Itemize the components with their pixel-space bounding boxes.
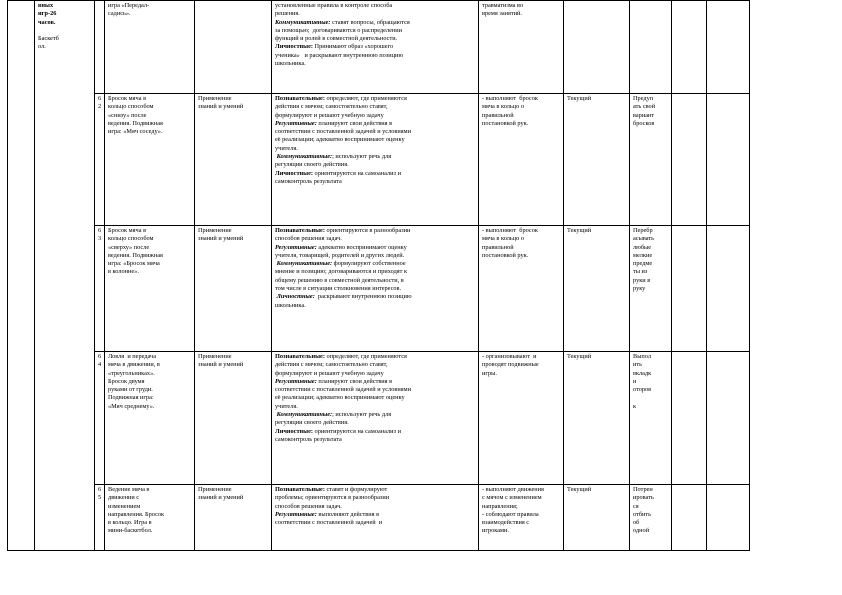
uud-text: соответствии с поставленной задачей и [275, 519, 383, 527]
lesson-activity [479, 352, 564, 485]
text-line: Баскетб [38, 34, 59, 42]
text-line: предме [633, 260, 653, 268]
uud-line [275, 136, 476, 144]
uud-line [275, 27, 476, 35]
uud-line [275, 394, 476, 402]
uud-line [275, 268, 476, 276]
uud-text: общему решению в совместной деятельности, в [275, 276, 404, 284]
text-line: «Мяч среднему». [108, 402, 155, 410]
uud-text: ученика» и раскрывают внутреннюю позицию [275, 51, 404, 59]
uud-line [275, 386, 476, 394]
uud-text: ; используют речь для [332, 153, 392, 161]
lesson-control [564, 1, 630, 94]
text-line: знаний и умений [198, 235, 244, 243]
text-line: 2 [98, 103, 102, 111]
lesson-control [564, 485, 630, 551]
lesson-activity [479, 226, 564, 352]
text-line: Применение [198, 486, 232, 493]
uud-line [275, 419, 476, 427]
text-line: мяча в движении, в [108, 361, 160, 369]
text-line: ить [633, 361, 642, 369]
text-line: мяча в кольцо о [482, 103, 525, 111]
margin-cell [8, 1, 35, 551]
uud-category: Познавательные: [275, 227, 325, 234]
text-line: - выполняют бросок [482, 95, 538, 102]
lesson-homework [630, 94, 672, 226]
lesson-homework [630, 485, 672, 551]
text-line: Ловля и передача [108, 353, 157, 360]
text-line: ты из [633, 268, 648, 276]
uud-category: Личностные: [275, 169, 313, 177]
lesson-uud [272, 226, 479, 352]
uud-line [275, 361, 476, 369]
uud-category: Коммуникативные: [275, 18, 331, 26]
uud-category: Регулятивные: [275, 377, 317, 385]
uud-text: формулируют и решают учебную задачу [275, 369, 384, 377]
uud-category: Познавательные: [275, 486, 325, 493]
uud-text: школьника. [275, 301, 306, 309]
text-line: часов. [38, 18, 56, 26]
uud-text: школьника. [275, 60, 306, 68]
text-line: любые [633, 243, 652, 251]
uud-text: установленные правила в контроле способа [275, 2, 393, 9]
text-line: руки в [633, 276, 651, 284]
text-line: взаимодействия с [482, 519, 530, 527]
uud-text: за помощью; договариваются о распределении [275, 26, 402, 34]
lesson-type [195, 485, 272, 551]
text-line: Применение [198, 353, 232, 360]
text-line: направления; [482, 502, 518, 510]
section-cell [35, 1, 95, 551]
text-line: ся [633, 502, 639, 510]
text-line: в кольцо. Игра в [108, 519, 152, 527]
text-line: вных [38, 2, 54, 9]
lesson-extra-2 [707, 1, 750, 94]
uud-text: Принимают образ «хорошего [312, 43, 394, 51]
text-line: Текущий [567, 353, 592, 360]
uud-text: регуляции своего действия. [275, 161, 349, 169]
uud-line [275, 511, 476, 519]
uud-line [275, 293, 476, 301]
text-line: Ведение мяча в [108, 486, 150, 493]
lesson-extra-1 [672, 226, 707, 352]
lesson-extra-2 [707, 352, 750, 485]
lesson-plan-table [7, 0, 750, 551]
uud-line [275, 161, 476, 169]
text-line: игроками. [482, 527, 509, 535]
uud-text: регуляции своего действия. [275, 419, 349, 427]
table-row [8, 352, 750, 485]
text-line: одной [633, 527, 650, 535]
uud-text: учителя. [275, 144, 298, 152]
uud-category: Личностные: [275, 43, 313, 51]
text-line: Бросок мяча в [108, 95, 147, 102]
lesson-type [195, 226, 272, 352]
text-line: Потрен [633, 486, 653, 493]
text-line: «сверху» после [108, 243, 150, 251]
table-row [8, 94, 750, 226]
table-row [8, 1, 750, 94]
uud-category: Регулятивные: [275, 119, 317, 127]
uud-line [275, 35, 476, 43]
text-line: ол. [38, 43, 46, 51]
uud-line [275, 302, 476, 310]
uud-text: формулируют и решают учебную задачу [275, 111, 384, 119]
text-line: - организовывают и [482, 353, 537, 360]
text-line: мелкие [633, 251, 653, 259]
text-line: время занятий. [482, 10, 522, 18]
text-line: игры. [482, 369, 497, 377]
uud-category: Познавательные: [275, 95, 325, 102]
lesson-uud [272, 352, 479, 485]
uud-text: учителя. [275, 402, 298, 410]
text-line: постановкой рук. [482, 251, 529, 259]
uud-text: мнение и позицию; договариваются и приходят к [275, 268, 408, 276]
lesson-number [95, 226, 105, 352]
text-line: игра: «Мяч соседу». [108, 128, 163, 136]
text-line: асывать [633, 235, 654, 243]
uud-text: определяют, где применяются [324, 353, 407, 360]
uud-line [275, 52, 476, 60]
uud-line [275, 403, 476, 411]
lesson-control [564, 94, 630, 226]
uud-text: её реализации; адекватно воспринимают оценку [275, 136, 405, 144]
text-line: «треугольниках». [108, 369, 155, 377]
lesson-number [95, 352, 105, 485]
text-line: Применение [198, 227, 232, 234]
text-line: с мячом с изменением [482, 494, 542, 502]
text-line: 6 [98, 353, 102, 360]
text-line: в колонне». [108, 268, 139, 276]
table-row [8, 226, 750, 352]
uud-line [275, 95, 476, 103]
lesson-number [95, 94, 105, 226]
lesson-type [195, 352, 272, 485]
text-line: оторов [633, 386, 652, 394]
lesson-type [195, 94, 272, 226]
text-line: «снизу» после [108, 111, 147, 119]
uud-category: Коммуникативные: [275, 411, 333, 419]
lesson-task [105, 485, 195, 551]
uud-text: ориентируются в разнообразии [324, 227, 411, 234]
text-line: 4 [98, 361, 102, 369]
uud-line [275, 10, 476, 18]
uud-line [275, 112, 476, 120]
text-line: - выполняют движения [482, 486, 544, 493]
uud-text: действия с мячом; самостоятельно ставят, [275, 361, 388, 369]
text-line: - выполняют бросок [482, 227, 538, 234]
text-line: Выпол [633, 353, 652, 360]
uud-line [275, 2, 476, 10]
text-line: знаний и умений [198, 103, 244, 111]
uud-line [275, 411, 476, 419]
text-line: игр-26 [38, 10, 57, 18]
lesson-task [105, 352, 195, 485]
text-line: 5 [98, 494, 102, 502]
text-line: об [633, 519, 640, 527]
uud-text: ставят и формулируют [324, 486, 388, 493]
uud-line [275, 486, 476, 494]
text-line: 6 [98, 486, 102, 493]
uud-category: Личностные: [275, 427, 313, 435]
lesson-uud [272, 94, 479, 226]
lesson-control [564, 226, 630, 352]
text-line: ведения. Подвижная [108, 251, 163, 259]
uud-text: определяют, где применяются [324, 95, 407, 102]
text-line: ведения. Подвижная [108, 119, 163, 127]
uud-line [275, 227, 476, 235]
text-line: кольцо способом [108, 235, 154, 243]
uud-line [275, 260, 476, 268]
text-line: руку [633, 285, 646, 293]
lesson-extra-2 [707, 226, 750, 352]
text-line: и [633, 377, 637, 385]
text-line: травматизма во [482, 2, 524, 9]
uud-line [275, 178, 476, 186]
uud-text: ставят вопросы, обращаются [330, 18, 410, 26]
text-line: Перебр [633, 227, 653, 234]
uud-text: адекватно воспринимают оценку [316, 243, 407, 251]
text-line: вариант [633, 111, 655, 119]
lesson-task [105, 1, 195, 94]
uud-text: самоконтроль результата [275, 435, 342, 443]
uud-text: планируют свои действия в [316, 377, 393, 385]
uud-category: Регулятивные: [275, 243, 317, 251]
text-line: игра «Передал- [108, 2, 150, 9]
uud-text: проблемы; ориентируются в разнообразии [275, 494, 390, 502]
uud-line [275, 120, 476, 128]
uud-text: раскрывают внутреннюю позицию [314, 293, 412, 301]
text-line: Применение [198, 95, 232, 102]
uud-text: выполняют действия в [316, 510, 380, 518]
uud-line [275, 19, 476, 27]
uud-text: формулируют собственное [332, 260, 406, 268]
uud-text: соответствии с поставленной задачей и условиями [275, 386, 411, 394]
text-line: ать свой [633, 103, 656, 111]
text-line: кольцо способом [108, 103, 154, 111]
text-line: постановкой рук. [482, 119, 529, 127]
text-line: направления. Бросок [108, 510, 165, 518]
uud-line [275, 378, 476, 386]
uud-text: ; используют речь для [332, 411, 392, 419]
text-line: вкладк [633, 369, 652, 377]
text-line: Текущий [567, 95, 592, 102]
text-line: руками от груди. [108, 386, 153, 394]
uud-text: том числе в ситуации столкновения интересов. [275, 285, 402, 293]
text-line: бросков [633, 119, 655, 127]
lesson-extra-1 [672, 94, 707, 226]
text-line: 6 [98, 227, 102, 234]
text-line: проводят подвижные [482, 361, 539, 369]
uud-line [275, 353, 476, 361]
lesson-uud [272, 1, 479, 94]
text-line: 6 [98, 95, 102, 102]
uud-line [275, 60, 476, 68]
text-line: Предуп [633, 95, 654, 102]
uud-line [275, 503, 476, 511]
lesson-number [95, 1, 105, 94]
lesson-extra-2 [707, 94, 750, 226]
lesson-homework [630, 1, 672, 94]
text-line: 3 [98, 235, 102, 243]
lesson-task [105, 94, 195, 226]
text-line: правильной [482, 243, 514, 251]
text-line: изменением [108, 502, 141, 510]
lesson-activity [479, 1, 564, 94]
uud-text: способов решения задач. [275, 502, 342, 510]
lesson-homework [630, 352, 672, 485]
uud-line [275, 145, 476, 153]
lesson-extra-1 [672, 485, 707, 551]
text-line: ировать [633, 494, 654, 502]
text-line: Подвижная игра: [108, 394, 154, 402]
text-line: Текущий [567, 227, 592, 234]
lesson-control [564, 352, 630, 485]
uud-line [275, 277, 476, 285]
uud-text: функций и ролей в совместной деятельности. [275, 35, 398, 43]
lesson-activity [479, 485, 564, 551]
uud-category: Личностные: [275, 293, 315, 301]
uud-text: решения. [275, 10, 300, 18]
uud-text: ориентируются на самоанализ и [312, 427, 401, 435]
uud-line [275, 370, 476, 378]
text-line: игра: «Бросок мяча [108, 260, 160, 268]
lesson-extra-2 [707, 485, 750, 551]
uud-line [275, 128, 476, 136]
text-line: садись». [108, 10, 131, 18]
text-line: отбить [633, 510, 652, 518]
text-line [633, 394, 669, 402]
uud-line [275, 494, 476, 502]
uud-line [275, 43, 476, 51]
uud-line [275, 153, 476, 161]
uud-text: соответствии с поставленной задачей и условиями [275, 128, 411, 136]
uud-line [275, 436, 476, 444]
uud-line [275, 428, 476, 436]
lesson-activity [479, 94, 564, 226]
uud-line [275, 235, 476, 243]
lesson-uud [272, 485, 479, 551]
text-line: Бросок мяча в [108, 227, 147, 234]
uud-category: Коммуникативные: [275, 260, 333, 268]
uud-category: Регулятивные: [275, 510, 317, 518]
uud-category: Коммуникативные: [275, 153, 333, 161]
uud-line [275, 170, 476, 178]
text-line: знаний и умений [198, 361, 244, 369]
uud-line [275, 244, 476, 252]
lesson-number [95, 485, 105, 551]
text-line: Текущий [567, 486, 592, 493]
uud-text: её реализации; адекватно воспринимают оценку [275, 394, 405, 402]
uud-line [275, 519, 476, 527]
uud-text: способов решения задач. [275, 235, 342, 243]
text-line: мини-баскетбол. [108, 527, 153, 535]
text-line: знаний и умений [198, 494, 244, 502]
text-line: - соблюдают правила [482, 510, 539, 518]
lesson-homework [630, 226, 672, 352]
text-line: к [633, 402, 637, 410]
lesson-type [195, 1, 272, 94]
uud-line [275, 285, 476, 293]
uud-text: действия с мячом; самостоятельно ставят, [275, 103, 388, 111]
lesson-task [105, 226, 195, 352]
table-row [8, 485, 750, 551]
uud-text: ориентируются на самоанализ и [312, 169, 401, 177]
uud-line [275, 103, 476, 111]
lesson-extra-1 [672, 1, 707, 94]
uud-text: планируют свои действия в [316, 119, 393, 127]
text-line: мяча в кольцо о [482, 235, 525, 243]
lesson-extra-1 [672, 352, 707, 485]
uud-text: самоконтроль результата [275, 177, 342, 185]
uud-text: учителя, товарищей, родителей и других людей. [275, 251, 405, 259]
uud-category: Познавательные: [275, 353, 325, 360]
text-line: движении с [108, 494, 140, 502]
text-line: Бросок двумя [108, 377, 145, 385]
text-line: правильной [482, 111, 514, 119]
uud-line [275, 252, 476, 260]
